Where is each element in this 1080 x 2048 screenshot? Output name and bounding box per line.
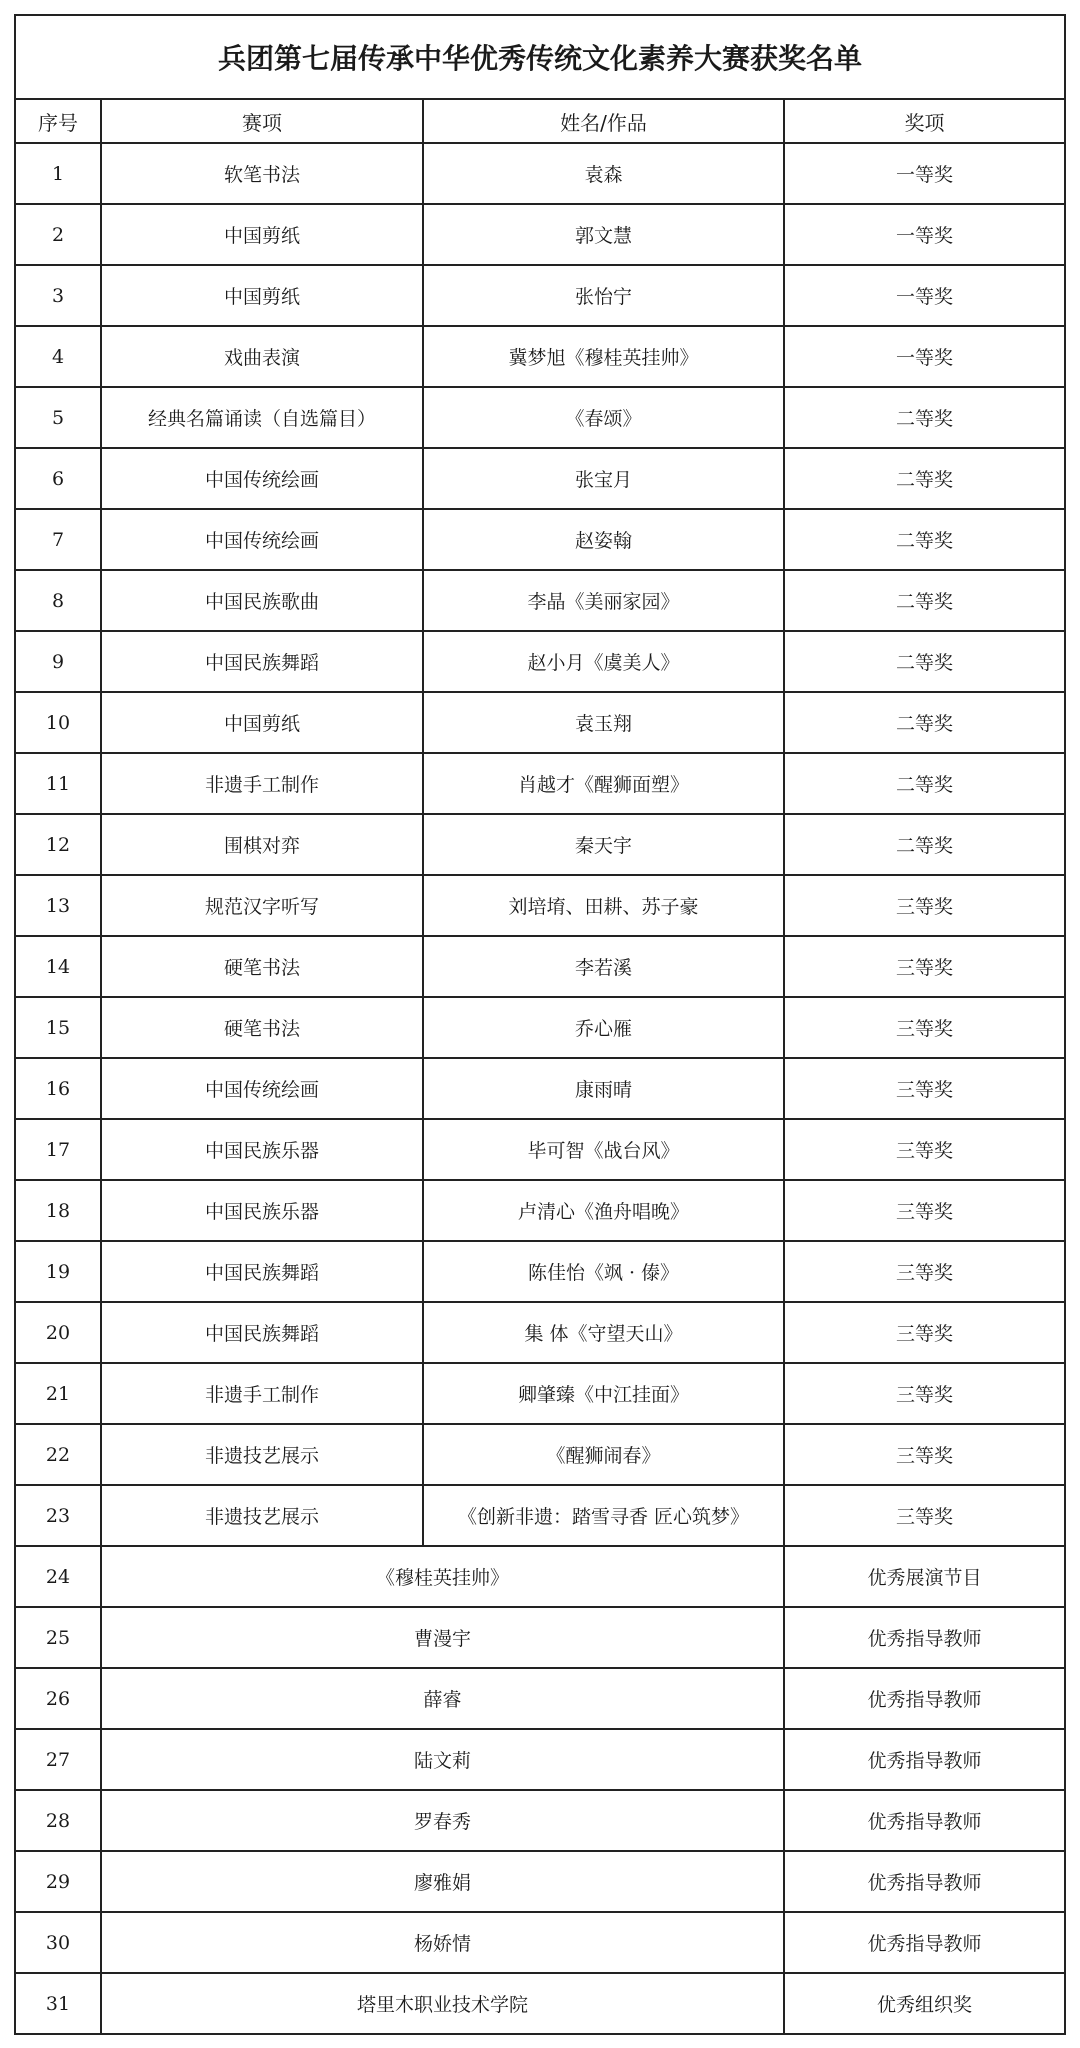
row-award: 二等奖 [784, 448, 1065, 509]
row-name: 毕可智《战台风》 [423, 1119, 784, 1180]
row-award: 三等奖 [784, 997, 1065, 1058]
row-award: 三等奖 [784, 936, 1065, 997]
row-name: 塔里木职业技术学院 [101, 1973, 784, 2034]
row-name: 卢清心《渔舟唱晚》 [423, 1180, 784, 1241]
row-award: 三等奖 [784, 1180, 1065, 1241]
row-event: 中国传统绘画 [101, 448, 423, 509]
row-name: 薛睿 [101, 1668, 784, 1729]
table-row [15, 1607, 1065, 1668]
table-row [15, 570, 1065, 631]
table-row [15, 143, 1065, 204]
table-row [15, 875, 1065, 936]
table-row [15, 997, 1065, 1058]
row-award: 三等奖 [784, 1119, 1065, 1180]
row-no: 27 [15, 1729, 101, 1790]
row-award: 优秀指导教师 [784, 1729, 1065, 1790]
table-row [15, 1302, 1065, 1363]
row-award: 三等奖 [784, 1058, 1065, 1119]
row-no: 7 [15, 509, 101, 570]
row-event: 中国民族歌曲 [101, 570, 423, 631]
row-no: 26 [15, 1668, 101, 1729]
table-row [15, 1790, 1065, 1851]
row-no: 25 [15, 1607, 101, 1668]
row-no: 3 [15, 265, 101, 326]
row-no: 18 [15, 1180, 101, 1241]
row-no: 14 [15, 936, 101, 997]
row-no: 8 [15, 570, 101, 631]
row-award: 一等奖 [784, 265, 1065, 326]
table-row [15, 1851, 1065, 1912]
row-event: 经典名篇诵读（自选篇目） [101, 387, 423, 448]
row-name: 卿肇臻《中江挂面》 [423, 1363, 784, 1424]
row-award: 二等奖 [784, 692, 1065, 753]
row-name: 秦天宇 [423, 814, 784, 875]
row-award: 三等奖 [784, 1241, 1065, 1302]
row-name: 袁玉翔 [423, 692, 784, 753]
table-row [15, 631, 1065, 692]
row-event: 中国剪纸 [101, 204, 423, 265]
row-name: 《醒狮闹春》 [423, 1424, 784, 1485]
row-no: 15 [15, 997, 101, 1058]
table-row [15, 204, 1065, 265]
row-name: 乔心雁 [423, 997, 784, 1058]
table-title: 兵团第七届传承中华优秀传统文化素养大赛获奖名单 [15, 15, 1065, 99]
row-no: 1 [15, 143, 101, 204]
row-award: 三等奖 [784, 875, 1065, 936]
row-award: 优秀指导教师 [784, 1668, 1065, 1729]
table-row [15, 1546, 1065, 1607]
row-event: 硬笔书法 [101, 936, 423, 997]
table-row [15, 1729, 1065, 1790]
row-no: 5 [15, 387, 101, 448]
row-name: 张宝月 [423, 448, 784, 509]
row-name: 集 体《守望天山》 [423, 1302, 784, 1363]
row-event: 非遗技艺展示 [101, 1424, 423, 1485]
row-award: 优秀组织奖 [784, 1973, 1065, 2034]
table-row [15, 753, 1065, 814]
row-name: 袁森 [423, 143, 784, 204]
row-event: 中国传统绘画 [101, 509, 423, 570]
row-award: 优秀指导教师 [784, 1912, 1065, 1973]
table-row [15, 326, 1065, 387]
row-name: 陈佳怡《飒 · 傣》 [423, 1241, 784, 1302]
row-no: 24 [15, 1546, 101, 1607]
row-no: 9 [15, 631, 101, 692]
table-row [15, 1241, 1065, 1302]
row-no: 17 [15, 1119, 101, 1180]
row-award: 二等奖 [784, 631, 1065, 692]
row-name: 杨娇情 [101, 1912, 784, 1973]
row-name: 赵姿翰 [423, 509, 784, 570]
row-award: 二等奖 [784, 387, 1065, 448]
row-no: 21 [15, 1363, 101, 1424]
row-award: 二等奖 [784, 509, 1065, 570]
table-row [15, 387, 1065, 448]
row-event: 中国民族舞蹈 [101, 631, 423, 692]
row-event: 戏曲表演 [101, 326, 423, 387]
row-event: 中国民族舞蹈 [101, 1241, 423, 1302]
row-event: 围棋对弈 [101, 814, 423, 875]
table-row [15, 936, 1065, 997]
row-name: 《穆桂英挂帅》 [101, 1546, 784, 1607]
row-name: 罗春秀 [101, 1790, 784, 1851]
table-row [15, 1973, 1065, 2034]
row-event: 中国传统绘画 [101, 1058, 423, 1119]
row-award: 一等奖 [784, 204, 1065, 265]
row-event: 中国剪纸 [101, 692, 423, 753]
table-row [15, 1424, 1065, 1485]
row-award: 优秀指导教师 [784, 1607, 1065, 1668]
table-row [15, 509, 1065, 570]
row-event: 中国民族乐器 [101, 1119, 423, 1180]
table-row [15, 1119, 1065, 1180]
row-no: 13 [15, 875, 101, 936]
table-row [15, 692, 1065, 753]
row-name: 廖雅娟 [101, 1851, 784, 1912]
row-no: 11 [15, 753, 101, 814]
row-no: 10 [15, 692, 101, 753]
table-row [15, 1912, 1065, 1973]
header-no: 序号 [15, 99, 101, 143]
row-no: 4 [15, 326, 101, 387]
row-name: 肖越才《醒狮面塑》 [423, 753, 784, 814]
table-row [15, 1363, 1065, 1424]
row-name: 康雨晴 [423, 1058, 784, 1119]
row-name: 《创新非遗：踏雪寻香 匠心筑梦》 [423, 1485, 784, 1546]
row-name: 《春颂》 [423, 387, 784, 448]
row-award: 二等奖 [784, 753, 1065, 814]
row-event: 中国民族舞蹈 [101, 1302, 423, 1363]
row-no: 16 [15, 1058, 101, 1119]
row-event: 软笔书法 [101, 143, 423, 204]
row-award: 二等奖 [784, 814, 1065, 875]
row-event: 中国民族乐器 [101, 1180, 423, 1241]
row-event: 非遗手工制作 [101, 753, 423, 814]
header-row [15, 99, 1065, 143]
row-no: 28 [15, 1790, 101, 1851]
table-row [15, 1485, 1065, 1546]
row-award: 三等奖 [784, 1302, 1065, 1363]
row-event: 中国剪纸 [101, 265, 423, 326]
row-name: 张怡宁 [423, 265, 784, 326]
row-award: 三等奖 [784, 1485, 1065, 1546]
header-award: 奖项 [784, 99, 1065, 143]
row-name: 李若溪 [423, 936, 784, 997]
row-no: 30 [15, 1912, 101, 1973]
row-no: 23 [15, 1485, 101, 1546]
row-name: 曹漫宇 [101, 1607, 784, 1668]
row-no: 22 [15, 1424, 101, 1485]
row-no: 12 [15, 814, 101, 875]
award-list-sheet [14, 14, 1064, 2035]
row-no: 29 [15, 1851, 101, 1912]
row-name: 郭文慧 [423, 204, 784, 265]
row-name: 李晶《美丽家园》 [423, 570, 784, 631]
table-body [15, 143, 1065, 2034]
row-no: 31 [15, 1973, 101, 2034]
row-award: 优秀展演节目 [784, 1546, 1065, 1607]
row-name: 赵小月《虞美人》 [423, 631, 784, 692]
row-award: 三等奖 [784, 1363, 1065, 1424]
row-name: 刘培堉、田耕、苏子豪 [423, 875, 784, 936]
header-name: 姓名/作品 [423, 99, 784, 143]
table-row [15, 1058, 1065, 1119]
table-row [15, 448, 1065, 509]
award-table [14, 14, 1066, 2035]
row-award: 优秀指导教师 [784, 1790, 1065, 1851]
header-event: 赛项 [101, 99, 423, 143]
row-name: 陆文莉 [101, 1729, 784, 1790]
row-award: 二等奖 [784, 570, 1065, 631]
row-event: 硬笔书法 [101, 997, 423, 1058]
row-no: 20 [15, 1302, 101, 1363]
row-no: 2 [15, 204, 101, 265]
row-award: 一等奖 [784, 326, 1065, 387]
row-no: 19 [15, 1241, 101, 1302]
table-row [15, 814, 1065, 875]
row-no: 6 [15, 448, 101, 509]
row-event: 非遗手工制作 [101, 1363, 423, 1424]
row-event: 非遗技艺展示 [101, 1485, 423, 1546]
row-award: 一等奖 [784, 143, 1065, 204]
table-row [15, 265, 1065, 326]
row-event: 规范汉字听写 [101, 875, 423, 936]
row-name: 冀梦旭《穆桂英挂帅》 [423, 326, 784, 387]
table-row [15, 1668, 1065, 1729]
row-award: 三等奖 [784, 1424, 1065, 1485]
row-award: 优秀指导教师 [784, 1851, 1065, 1912]
table-row [15, 1180, 1065, 1241]
